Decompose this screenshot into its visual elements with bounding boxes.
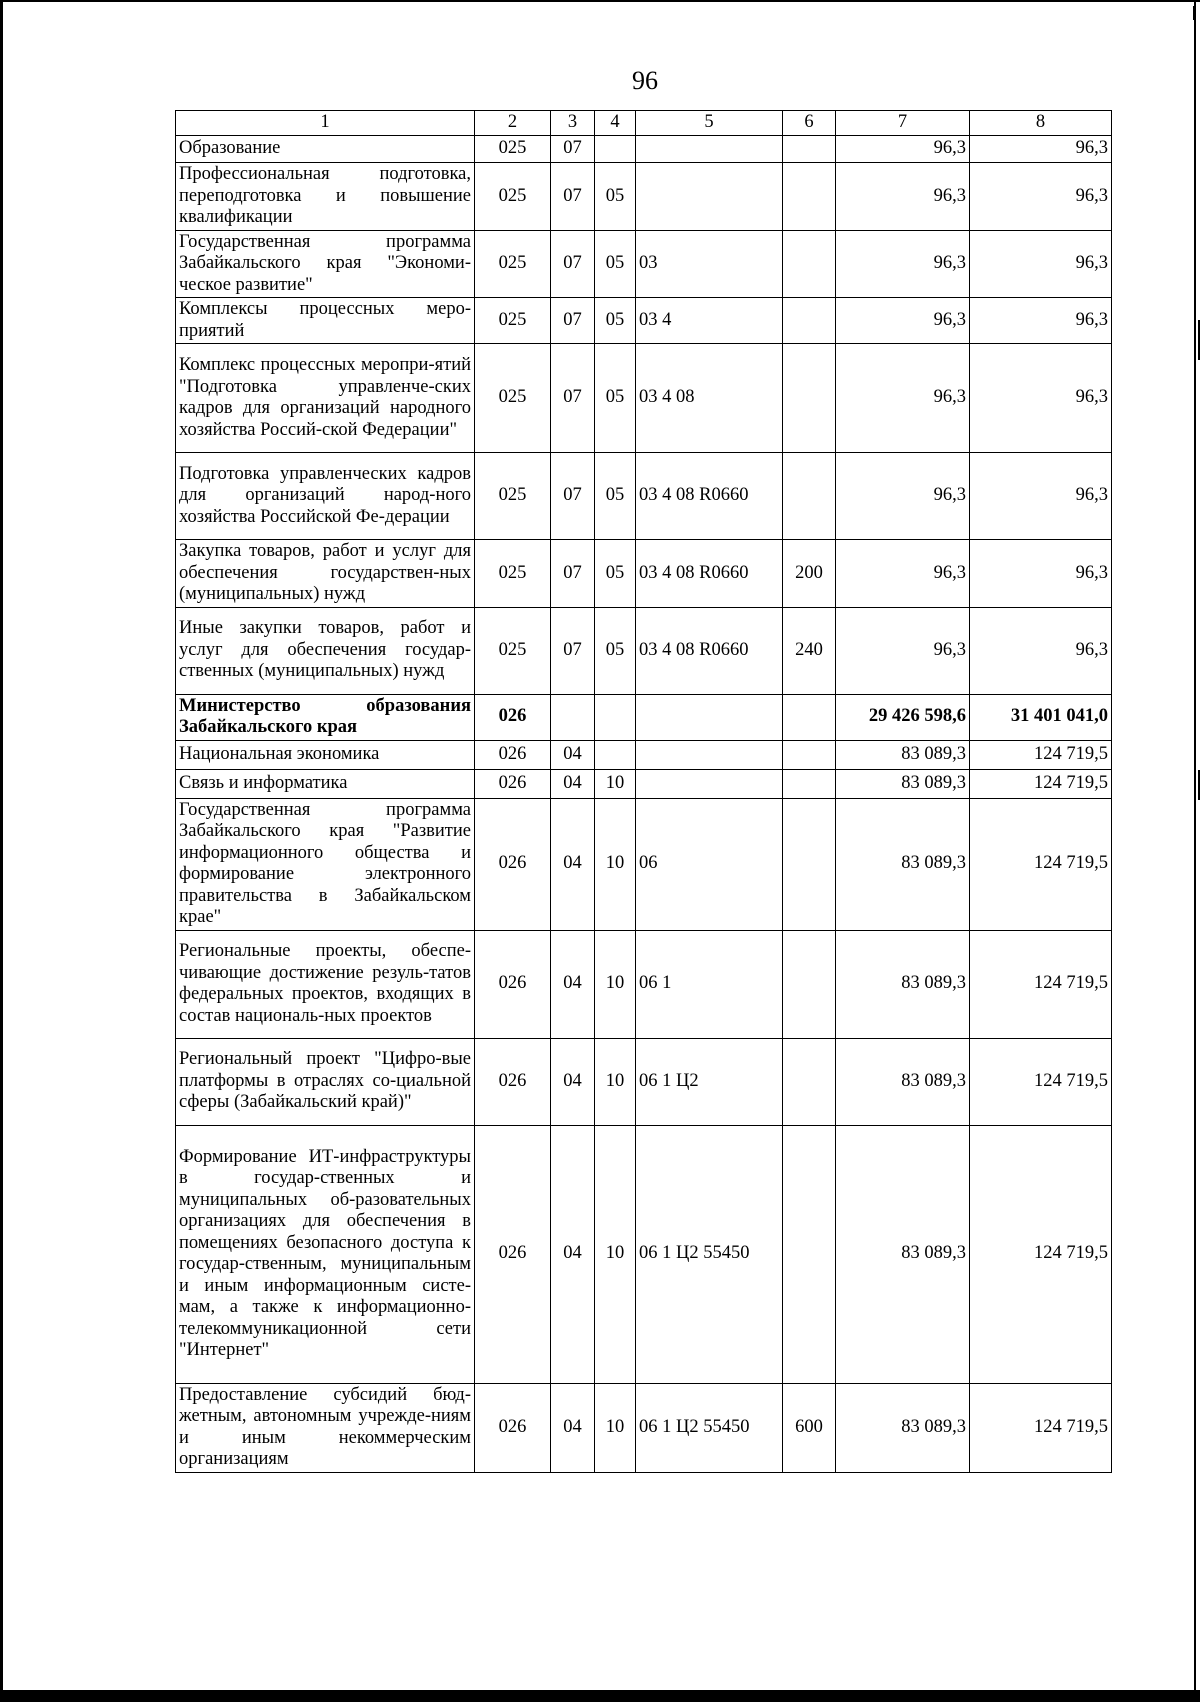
cell-code-2: 026	[475, 798, 551, 930]
cell-code-2: 026	[475, 1038, 551, 1125]
table-row	[176, 230, 1112, 298]
cell-code-3: 04	[551, 930, 595, 1038]
cell-amount-7: 96,3	[836, 453, 970, 540]
table-header-row	[176, 111, 1112, 136]
cell-amount-7: 96,3	[836, 607, 970, 694]
column-header: 4	[595, 111, 636, 136]
cell-code-3: 04	[551, 1383, 595, 1472]
cell-code-6	[783, 298, 836, 344]
cell-amount-7: 96,3	[836, 230, 970, 298]
cell-code-6	[783, 1038, 836, 1125]
cell-code-4: 05	[595, 453, 636, 540]
cell-code-6	[783, 769, 836, 798]
table-row	[176, 344, 1112, 453]
scan-edge-right	[1194, 0, 1196, 1702]
page-number: 96	[632, 66, 658, 95]
cell-code-5: 03 4 08 R0660	[636, 607, 783, 694]
cell-code-5: 06 1 Ц2	[636, 1038, 783, 1125]
table-row	[176, 694, 1112, 740]
cell-code-2: 026	[475, 1125, 551, 1383]
cell-code-3: 07	[551, 453, 595, 540]
cell-amount-7: 96,3	[836, 540, 970, 608]
column-header: 3	[551, 111, 595, 136]
table-row	[176, 1038, 1112, 1125]
cell-code-2: 025	[475, 163, 551, 231]
cell-code-5: 03 4	[636, 298, 783, 344]
cell-code-2: 025	[475, 230, 551, 298]
cell-code-4: 05	[595, 163, 636, 231]
cell-code-6	[783, 694, 836, 740]
cell-code-5	[636, 694, 783, 740]
cell-code-3: 07	[551, 163, 595, 231]
cell-code-2: 025	[475, 453, 551, 540]
cell-amount-7: 96,3	[836, 298, 970, 344]
table-row	[176, 1383, 1112, 1472]
cell-code-4	[595, 136, 636, 163]
cell-name: Связь и информатика	[176, 769, 475, 798]
cell-name: Региональные проекты, обеспе-чивающие достижение резуль-татов федеральных проектов, входящих в состав националь-ных проектов	[176, 930, 475, 1038]
table-row	[176, 1125, 1112, 1383]
cell-amount-7: 83 089,3	[836, 1125, 970, 1383]
cell-code-4: 10	[595, 769, 636, 798]
cell-amount-8: 124 719,5	[970, 1038, 1112, 1125]
cell-code-2: 025	[475, 344, 551, 453]
cell-code-2: 026	[475, 769, 551, 798]
cell-code-6: 240	[783, 607, 836, 694]
column-header: 2	[475, 111, 551, 136]
cell-code-5: 06	[636, 798, 783, 930]
column-header: 7	[836, 111, 970, 136]
cell-code-4: 10	[595, 1038, 636, 1125]
cell-code-6	[783, 740, 836, 769]
cell-code-2: 026	[475, 694, 551, 740]
cell-code-6	[783, 1125, 836, 1383]
cell-code-6: 200	[783, 540, 836, 608]
table-body	[176, 136, 1112, 1473]
cell-code-4	[595, 740, 636, 769]
budget-table	[175, 110, 1112, 1473]
cell-code-2: 026	[475, 1383, 551, 1472]
cell-code-3: 07	[551, 344, 595, 453]
cell-name: Образование	[176, 136, 475, 163]
cell-name: Министерство образования Забайкальского края	[176, 694, 475, 740]
cell-amount-7: 96,3	[836, 163, 970, 231]
column-header: 5	[636, 111, 783, 136]
cell-code-4: 10	[595, 1125, 636, 1383]
cell-code-4: 05	[595, 298, 636, 344]
cell-code-5: 06 1 Ц2 55450	[636, 1125, 783, 1383]
cell-amount-7: 96,3	[836, 344, 970, 453]
cell-code-2: 025	[475, 136, 551, 163]
table-row	[176, 740, 1112, 769]
cell-amount-8: 124 719,5	[970, 930, 1112, 1038]
column-header: 8	[970, 111, 1112, 136]
scan-edge-left	[0, 0, 3, 1702]
cell-code-5: 03 4 08	[636, 344, 783, 453]
scan-edge-top	[0, 0, 1200, 2]
cell-code-4: 05	[595, 344, 636, 453]
table-row	[176, 163, 1112, 231]
cell-code-3: 07	[551, 298, 595, 344]
cell-code-6	[783, 230, 836, 298]
cell-amount-8: 96,3	[970, 607, 1112, 694]
cell-name: Формирование ИТ-инфраструктуры в государ-ственных и муниципальных об-разовательных организациях для обеспечения в помещениях безопасного доступа к государ-ственным, муниципальным и иным информационным систе-мам, а также к информационно-телекоммуникационной сети "Интернет"	[176, 1125, 475, 1383]
cell-name: Государственная программа Забайкальского края "Развитие информационного общества и формирование электронного правительства в Забайкальском крае"	[176, 798, 475, 930]
cell-name: Подготовка управленческих кадров для организаций народ-ного хозяйства Российской Фе-дерации	[176, 453, 475, 540]
cell-amount-8: 124 719,5	[970, 798, 1112, 930]
cell-amount-7: 83 089,3	[836, 740, 970, 769]
cell-amount-8: 96,3	[970, 230, 1112, 298]
cell-code-3: 04	[551, 769, 595, 798]
cell-code-5: 03	[636, 230, 783, 298]
cell-code-4: 10	[595, 1383, 636, 1472]
cell-code-4: 05	[595, 540, 636, 608]
cell-code-3: 07	[551, 136, 595, 163]
cell-amount-7: 83 089,3	[836, 1383, 970, 1472]
cell-amount-7: 83 089,3	[836, 930, 970, 1038]
table-row	[176, 136, 1112, 163]
cell-amount-8: 96,3	[970, 540, 1112, 608]
cell-code-3: 07	[551, 230, 595, 298]
table-row	[176, 298, 1112, 344]
table-row	[176, 607, 1112, 694]
cell-code-3: 04	[551, 740, 595, 769]
cell-name: Комплексы процессных меро-приятий	[176, 298, 475, 344]
cell-code-6	[783, 453, 836, 540]
cell-name: Государственная программа Забайкальского края "Экономи-ческое развитие"	[176, 230, 475, 298]
cell-code-5	[636, 740, 783, 769]
scan-edge-mark	[1193, 6, 1195, 20]
cell-code-5	[636, 769, 783, 798]
cell-code-3: 07	[551, 607, 595, 694]
cell-code-2: 026	[475, 930, 551, 1038]
cell-code-3: 04	[551, 1038, 595, 1125]
cell-code-6	[783, 798, 836, 930]
table-row	[176, 930, 1112, 1038]
cell-code-4	[595, 694, 636, 740]
table-row	[176, 769, 1112, 798]
cell-code-4: 10	[595, 930, 636, 1038]
cell-code-5: 06 1	[636, 930, 783, 1038]
cell-code-4: 05	[595, 230, 636, 298]
cell-amount-8: 96,3	[970, 298, 1112, 344]
scan-edge-bottom	[0, 1690, 1200, 1702]
cell-name: Закупка товаров, работ и услуг для обеспечения государствен-ных (муниципальных) нужд	[176, 540, 475, 608]
cell-amount-7: 83 089,3	[836, 798, 970, 930]
cell-code-5: 06 1 Ц2 55450	[636, 1383, 783, 1472]
table-row	[176, 798, 1112, 930]
cell-code-3: 07	[551, 540, 595, 608]
cell-code-6	[783, 136, 836, 163]
cell-amount-8: 96,3	[970, 453, 1112, 540]
cell-code-5: 03 4 08 R0660	[636, 453, 783, 540]
cell-name: Предоставление субсидий бюд-жетным, автономным учрежде-ниям и иным некоммерческим организациям	[176, 1383, 475, 1472]
cell-amount-8: 96,3	[970, 344, 1112, 453]
cell-code-6	[783, 163, 836, 231]
cell-name: Профессиональная подготовка, переподготовка и повышение квалификации	[176, 163, 475, 231]
cell-amount-8: 124 719,5	[970, 1383, 1112, 1472]
cell-amount-8: 31 401 041,0	[970, 694, 1112, 740]
table-row	[176, 540, 1112, 608]
cell-amount-8: 124 719,5	[970, 740, 1112, 769]
cell-code-6	[783, 344, 836, 453]
cell-name: Иные закупки товаров, работ и услуг для обеспечения государ-ственных (муниципальных) нужд	[176, 607, 475, 694]
cell-amount-7: 83 089,3	[836, 1038, 970, 1125]
cell-code-6: 600	[783, 1383, 836, 1472]
cell-code-5	[636, 163, 783, 231]
cell-amount-7: 96,3	[836, 136, 970, 163]
cell-code-6	[783, 930, 836, 1038]
cell-code-2: 026	[475, 740, 551, 769]
column-header: 6	[783, 111, 836, 136]
cell-code-3: 04	[551, 798, 595, 930]
cell-amount-7: 83 089,3	[836, 769, 970, 798]
cell-code-2: 025	[475, 298, 551, 344]
cell-name: Региональный проект "Цифро-вые платформы в отраслях со-циальной сферы (Забайкальский край)"	[176, 1038, 475, 1125]
cell-code-5: 03 4 08 R0660	[636, 540, 783, 608]
cell-code-3	[551, 694, 595, 740]
cell-amount-8: 96,3	[970, 136, 1112, 163]
cell-amount-8: 96,3	[970, 163, 1112, 231]
cell-name: Комплекс процессных меропри-ятий "Подготовка управленче-ских кадров для организаций народного хозяйства Россий-ской Федерации"	[176, 344, 475, 453]
cell-code-5	[636, 136, 783, 163]
cell-name: Национальная экономика	[176, 740, 475, 769]
cell-code-2: 025	[475, 607, 551, 694]
cell-code-3: 04	[551, 1125, 595, 1383]
cell-amount-8: 124 719,5	[970, 769, 1112, 798]
cell-code-4: 05	[595, 607, 636, 694]
column-header: 1	[176, 111, 475, 136]
cell-amount-8: 124 719,5	[970, 1125, 1112, 1383]
table-row	[176, 453, 1112, 540]
cell-code-2: 025	[475, 540, 551, 608]
cell-amount-7: 29 426 598,6	[836, 694, 970, 740]
cell-code-4: 10	[595, 798, 636, 930]
